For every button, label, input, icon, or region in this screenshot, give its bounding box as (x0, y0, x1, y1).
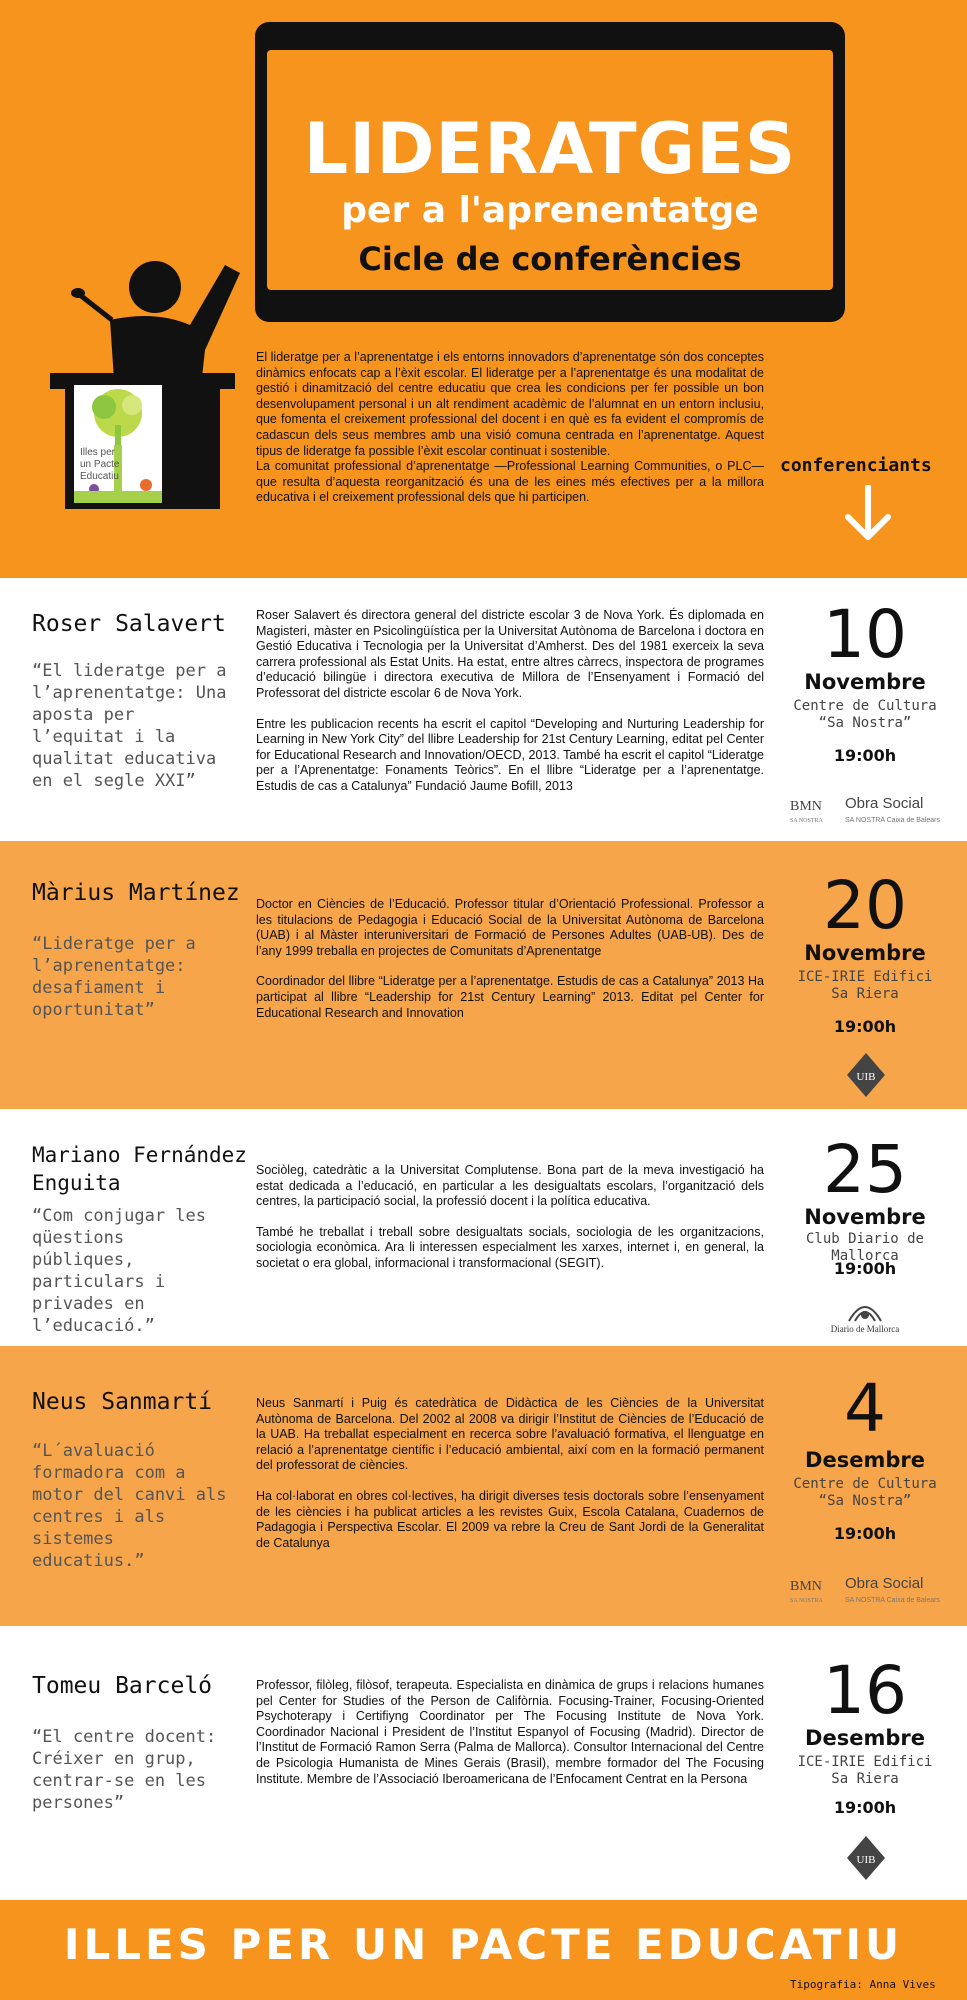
cycle-label: Cicle de conferències (358, 240, 742, 278)
event-day: 10 (823, 596, 907, 673)
bio-paragraph: Neus Sanmartí i Puig és catedràtica de Didàctica de les Ciències de la Universitat Autònoma de Barcelona. Del 2002 al 2008 va dirigir l’Institut de Ciències de l’Educació de la UAB. Ha treballat especialment en recerca sobre l’avaluació formativa, el llenguatge en relació a l’aprenentatge científic i l’educació ambiental, així com en la formació permanent del professorat de ciències. (256, 1396, 764, 1473)
bio-paragraph: Coordinador del llibre “Lideratge per a l’aprenentatge. Estudis de cas a Catalunya” 2013 Ha participat al llibre “Leadership for 21st Century Learning” 2013. Editat pel Center for Educational Research and Innovation (256, 974, 764, 1020)
speaker-name: Neus Sanmartí (32, 1389, 213, 1415)
speaker-bio (256, 1396, 764, 1551)
speaker-section (0, 841, 967, 1109)
speaker-quote: “L´avaluació formadora com a motor del canvi als centres i als sistemes educatius.” (32, 1441, 227, 1571)
podium-logo-text: Illes per un Pacte Educatiu (80, 447, 120, 482)
uib-logo (847, 1836, 885, 1880)
conferenciants-label: conferenciants (780, 455, 932, 476)
event-time: 19:00h (833, 746, 897, 765)
speaker-section (0, 578, 967, 841)
arrow-down-icon (843, 485, 893, 541)
page-title: LIDERATGES (303, 108, 797, 190)
intro-paragraph: El lideratge per a l’aprenentatge i els entorns innovadors d’aprenentatge són dos conceptes dinàmics enfocats cap a l’èxit escolar. El lideratge per a l’aprenentatge és una modalitat de gestió i dinamització del centre educatiu que crea les condicions per fer possible un bon desenvolupament personal i un alt rendiment acadèmic de l’alumnat en un entorn inclusiu, que fomenta el creixement professional del docent i en què es fa evident el compromís de cadascun dels seus membres amb una visió comuna centrada en l’aprenentatge. Aquest tipus de lideratge fa possible l’èxit escolar continuat i sostenible. (256, 350, 764, 458)
typography-credit: Tipografia: Anna Vives (790, 1978, 936, 1991)
diario-de-mallorca-icon (845, 1299, 885, 1323)
event-venue: Centre de Cultura “Sa Nostra” (793, 698, 937, 731)
footer-banner (0, 1900, 967, 2000)
speaker-section (0, 1626, 967, 1900)
svg-text:UIB: UIB (856, 1071, 876, 1083)
speaker-bio (256, 608, 764, 795)
speaker-bio (256, 1163, 764, 1272)
speaker-bio (256, 897, 764, 1021)
tree-icon (74, 385, 162, 445)
event-venue: Centre de Cultura “Sa Nostra” (793, 1476, 937, 1509)
event-day: 25 (823, 1131, 907, 1208)
bio-paragraph: Sociòleg, catedràtic a la Universitat Complutense. Bona part de la meva investigació ha estat dedicada a l’educació, en particular a les desigualtats escolars, l’organització dels centres, la participació social, la professió docent i la política educativa. (256, 1163, 764, 1209)
event-day: 20 (823, 867, 907, 944)
bio-paragraph: Ha col·laborat en obres col·lectives, ha dirigit diverses tesis doctorals sobre l’ensenyament de les ciències i ha publicat articles a les revistes Guix, Escola Catalana, Cuadernos de Padagogia i Perspectiva Escolar. El 2009 va rebre la Creu de Sant Jordi de la Generalitat de Catalunya (256, 1488, 764, 1550)
speaker-quote: “Com conjugar les qüestions públiques, particulars i privades en l’educació.” (32, 1206, 206, 1336)
event-time: 19:00h (833, 1017, 897, 1036)
event-time: 19:00h (833, 1259, 897, 1278)
header-banner (0, 0, 967, 578)
event-venue: ICE-IRIE Edifici Sa Riera (797, 1754, 933, 1787)
bio-paragraph: Entre les publicacion recents ha escrit el capitol “Developing and Nurturing Leadership for Learning in New York City” del llibre Leadership for 21st Century Learning, editat pel Center for Educational Research and Innovation/OECD, 2013. També ha escrit el capitol “Lideratge per a l’Aprenentatge: Fonaments Teòrics”. En el llibre “Lideratge per a l’aprenentatge. Estudis de cas a Catalunya” Fundació Jaume Bofill, 2013 (256, 716, 764, 793)
uib-logo (847, 1053, 885, 1097)
speaker-quote: “El centre docent: Créixer en grup, centrar-se en les persones” (32, 1727, 217, 1813)
speaker-quote: “Lideratge per a l’aprenentatge: desafiament i oportunitat” (32, 934, 196, 1020)
event-day: 16 (823, 1652, 907, 1729)
event-month: Desembre (805, 1726, 925, 1750)
event-time: 19:00h (833, 1798, 897, 1817)
footer-title: ILLES PER UN PACTE EDUCATIU (63, 1920, 904, 1969)
event-month: Novembre (804, 941, 926, 965)
event-month: Novembre (804, 1205, 926, 1229)
event-time: 19:00h (833, 1524, 897, 1543)
bmn-logo: BMN SA NOSTRA (790, 799, 823, 824)
speaker-section (0, 1109, 967, 1346)
obra-social-logo: Obra Social SA NOSTRA Caixa de Balears (845, 795, 940, 824)
page-subtitle: per a l'aprenentatge (341, 190, 759, 231)
bio-paragraph: Professor, filòleg, filòsof, terapeuta. Especialista en dinàmica de grups i relacions humanes pel Center for Studies of the Person de Califòrnia. Focusing-Trainer, Focusing-Oriented Psychoterapy i Certifiyng Coordinator per The Focusing Institute de Nova York. Coordinador Nacional i President de l’Institut Espanyol of Focusing (Madrid). Director de l’Institut de Formació Ramon Serra (Palma de Mallorca). Consultor Internacional del Centre de Psicologia Humanista de Mines Gerais (Brasil), membre formador del The Focusing Institute. Membre de l’Associació Iberoamericana de l’Enfocament Centrat en la Persona (256, 1678, 764, 1786)
event-venue: Club Diario de Mallorca (805, 1231, 924, 1264)
speaker-quote: “El lideratge per a l’aprenentatge: Una aposta per l’equitat i la qualitat educativa en el segle XXI” (32, 661, 227, 791)
speaker-name: Màrius Martínez (32, 880, 240, 906)
monitor-screen (267, 50, 833, 290)
speaker-name: Tomeu Barceló (32, 1673, 213, 1699)
podium-logo (74, 385, 162, 503)
speaker-name: Mariano Fernández Enguita (32, 1143, 247, 1195)
event-day: 4 (844, 1370, 886, 1447)
event-month: Desembre (805, 1448, 925, 1472)
speaker-section (0, 1346, 967, 1626)
event-venue: ICE-IRIE Edifici Sa Riera (797, 969, 933, 1002)
bio-paragraph: També he treballat i treball sobre desigualtats socials, sociologia de les organitzacions, sociologia econòmica. Ara li interessen especialment les xarxes, internet i, en general, la societat o era global, informacional i transformacional (SEGIT). (256, 1224, 764, 1270)
intro-paragraph: La comunitat professional d’aprenentatge —Professional Learning Communities, o PLC— que resulta d’aquesta reorganització és una de les eines més efectives per a la millora educativa i el creixement professional dels que hi participen. (256, 459, 764, 505)
monitor-frame (255, 22, 845, 322)
bio-paragraph: Roser Salavert és directora general del districte escolar 3 de Nova York. És diplomada en Magisteri, màster en Psicolingüística per la Universitat Autònoma de Barcelona i doctora en Gestió Educativa i Tecnologia per la Universitat d’Amherst. Des del 1981 exerceix la seva carrera professional als Estat Units. Ha estat, entre altres càrrecs, inspectora de programes d’educació bilingüe i directora executiva de Millora de l’Ensenyament i Formació del Professorat del districte escolar 6 de Nova York. (256, 608, 764, 700)
event-month: Novembre (804, 670, 926, 694)
speaker-bio (256, 1678, 764, 1787)
bio-paragraph: Doctor en Ciències de l’Educació. Professor titular d’Orientació Professional. Professor a les titulacions de Pedagogia i Educació Social de la Universitat Autònoma de Barcelona (UAB) i al Màster interuniversitari de Formació de Persones Adultes (UAB-UB). Des de l’any 1999 treballa en projectes de Comunitats d’Aprenentatge (256, 897, 764, 958)
intro-text (256, 350, 764, 506)
diario-de-mallorca-logo: Diario de Mallorca (830, 1324, 900, 1334)
svg-text:UIB: UIB (856, 1854, 876, 1866)
obra-social-logo: Obra Social SA NOSTRA Caixa de Balears (845, 1575, 940, 1604)
bmn-logo: BMN SA NOSTRA (790, 1579, 823, 1604)
speaker-name: Roser Salavert (32, 611, 226, 637)
